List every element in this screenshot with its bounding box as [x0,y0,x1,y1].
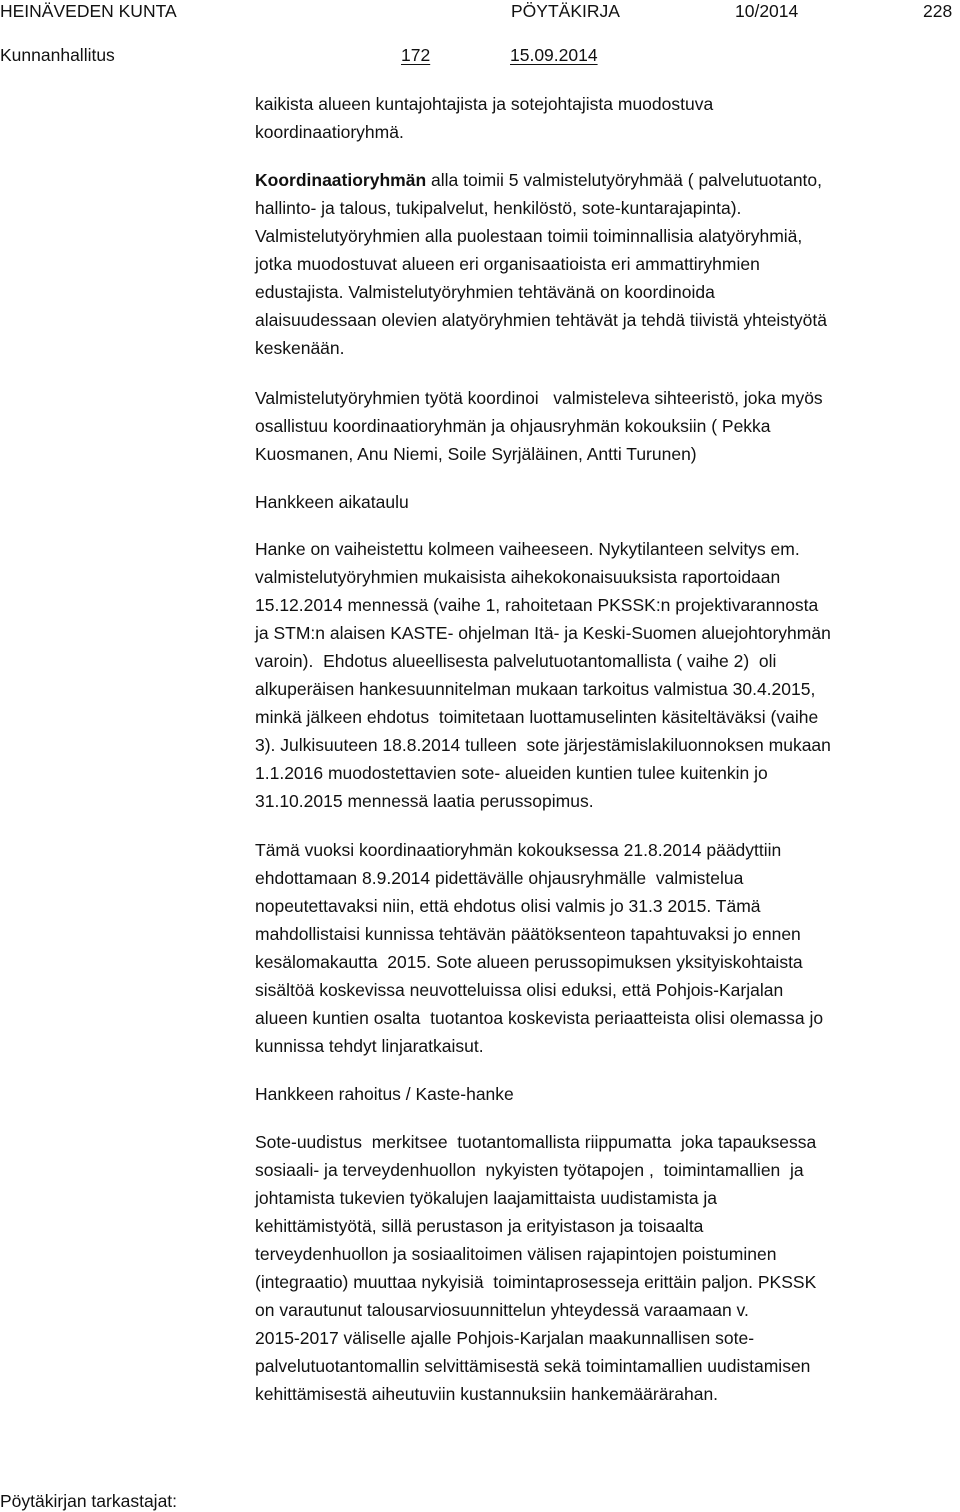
paragraph-funding [255,1128,955,1408]
text-line: kehittämistyötä, sillä perustason ja erityistason ja toisaalta [255,1216,704,1236]
text-line: koordinaatioryhmä. [255,122,404,142]
text-line: varoin). Ehdotus alueellisesta palvelutuotantomallista ( vaihe 2) oli [255,651,777,671]
paragraph-intro [255,90,955,146]
text-line: 3). Julkisuuteen 18.8.2014 tulleen sote järjestämislakiluonnoksen mukaan [255,735,831,755]
text-line: kehittämisestä aiheutuviin kustannuksiin hankemäärärahan. [255,1384,719,1404]
text-line: terveydenhuollon ja sosiaalitoimen välisen rajapintojen poistuminen [255,1244,777,1264]
meeting-date: 15.09.2014 [510,45,598,65]
text-line: minkä jälkeen ehdotus toimitetaan luottamuselinten käsiteltäväksi (vaihe [255,707,819,727]
text-line: keskenään. [255,338,345,358]
paragraph-coordination [255,166,955,362]
text-line: ehdottamaan 8.9.2014 pidettävälle ohjausryhmälle valmistelua [255,868,744,888]
text-line: johtamista tukevien työkalujen laajamittaista uudistamista ja [255,1188,718,1208]
text-line: nopeutettavaksi niin, että ehdotus olisi valmis jo 31.3 2015. Tämä [255,896,761,916]
text-line: jotka muodostuvat alueen eri organisaatioista eri ammattiryhmien [255,254,760,274]
text-line: alueen kuntien osalta tuotantoa koskevista periaatteista olisi olemassa jo [255,1008,824,1028]
text-line: palvelutuotantomallin selvittämisestä sekä toimintamallien uudistamisen [255,1356,811,1376]
text-line: mahdollistaisi kunnissa tehtävän päätöksenteon tapahtuvaksi jo ennen [255,924,801,944]
text-line: Valmistelutyöryhmien työtä koordinoi valmisteleva sihteeristö, joka myös [255,388,823,408]
heading-text: Hankkeen rahoitus / Kaste-hanke [255,1084,514,1104]
document-type: PÖYTÄKIRJA [511,1,620,21]
paragraph-schedule [255,535,955,815]
issue-number: 10/2014 [735,1,799,21]
text-line: 1.1.2016 muodostettavien sote- alueiden kuntien tulee kuitenkin jo [255,763,768,783]
text-line: osallistuu koordinaatioryhmän ja ohjausryhmän kokouksiin ( Pekka [255,416,771,436]
body-name: Kunnanhallitus [0,45,115,65]
paragraph-acceleration [255,836,955,1060]
text-line: Koordinaatioryhmän alla toimii 5 valmistelutyöryhmää ( palvelutuotanto, [255,170,823,190]
text-line: on varautunut talousarviosuunnittelun yhteydessä varaamaan v. [255,1300,749,1320]
text-line: hallinto- ja talous, tukipalvelut, henkilöstö, sote-kuntarajapinta). [255,198,742,218]
text-line: 2015-2017 väliselle ajalle Pohjois-Karjalan maakunnallisen sote- [255,1328,755,1348]
section-heading-funding [255,1080,955,1108]
text-line: Sote-uudistus merkitsee tuotantomallista riippumatta joka tapauksessa [255,1132,817,1152]
text-line: kesälomakautta 2015. Sote alueen perussopimuksen yksityiskohtaista [255,952,803,972]
text-line: sosiaali- ja terveydenhuollon nykyisten työtapojen , toimintamallien ja [255,1160,804,1180]
text-line: valmistelutyöryhmien mukaisista aihekokonaisuuksista raportoidaan [255,567,781,587]
heading-text: Hankkeen aikataulu [255,492,409,512]
bold-term: Koordinaatioryhmän [255,170,427,190]
text-line: 15.12.2014 mennessä (vaihe 1, rahoitetaan PKSSK:n projektivarannosta [255,595,819,615]
section-heading-schedule [255,488,955,516]
text-line: ja STM:n alaisen KASTE- ohjelman Itä- ja Keski-Suomen aluejohtoryhmän [255,623,831,643]
text-line: edustajista. Valmistelutyöryhmien tehtävänä on koordinoida [255,282,715,302]
text-line: Tämä vuoksi koordinaatioryhmän kokouksessa 21.8.2014 päädyttiin [255,840,782,860]
paragraph-secretariat [255,384,955,468]
footer-reviewers-label: Pöytäkirjan tarkastajat: [0,1491,178,1511]
text-line: Valmistelutyöryhmien alla puolestaan toimii toiminnallisia alatyöryhmiä, [255,226,803,246]
text-line: alaisuudessaan olevien alatyöryhmien tehtävät ja tehdä tiivistä yhteistyötä [255,310,828,330]
text-line: Kuosmanen, Anu Niemi, Soile Syrjäläinen, Antti Turunen) [255,444,697,464]
text-line: alkuperäisen hankesuunnitelman mukaan tarkoitus valmistua 30.4.2015, [255,679,816,699]
text-line: 31.10.2015 mennessä laatia perussopimus. [255,791,594,811]
text-line: kaikista alueen kuntajohtajista ja sotejohtajista muodostuva [255,94,714,114]
page-number: 228 [923,1,953,21]
section-number: 172 [401,45,431,65]
municipality-name: HEINÄVEDEN KUNTA [0,1,177,21]
text-line: (integraatio) muuttaa nykyisiä toimintaprosesseja erittäin paljon. PKSSK [255,1272,817,1292]
text-line: Hanke on vaiheistettu kolmeen vaiheeseen. Nykytilanteen selvitys em. [255,539,800,559]
text-line: kunnissa tehdyt linjaratkaisut. [255,1036,484,1056]
text-line: sisältöä koskevissa neuvotteluissa olisi eduksi, että Pohjois-Karjalan [255,980,784,1000]
